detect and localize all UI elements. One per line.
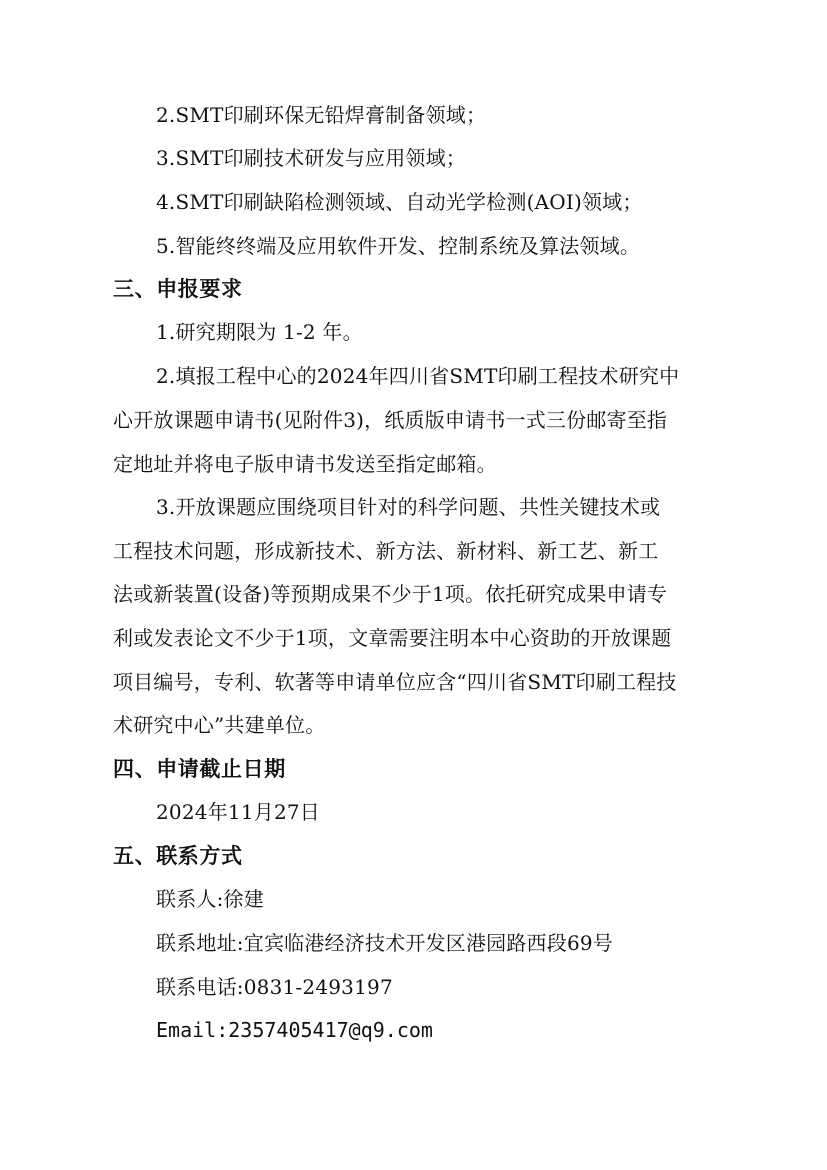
requirement-3-line-6: 术研究中心”共建单位。 — [113, 713, 326, 737]
contact-person: 联系人:徐建 — [156, 887, 264, 911]
requirement-3-line-5: 项目编号，专利、软著等申请单位应含“四川省SMT印刷工程技 — [113, 670, 677, 694]
section5-heading: 五、联系方式 — [113, 844, 243, 868]
list-item-2: 2.SMT印刷环保无铅焊膏制备领域； — [156, 103, 487, 127]
contact-address: 联系地址:宜宾临港经济技术开发区港园路西段69号 — [156, 931, 613, 955]
requirement-3-line-4: 利或发表论文不少于1项，文章需要注明本中心资助的开放课题 — [113, 626, 672, 650]
requirement-3-line-1: 3.开放课题应围绕项目针对的科学问题、共性关键技术或 — [156, 495, 661, 519]
requirement-3-line-3: 法或新装置(设备)等预期成果不少于1项。依托研究成果申请专 — [113, 582, 668, 606]
section3-heading: 三、申报要求 — [113, 277, 243, 301]
section4-heading: 四、申请截止日期 — [113, 757, 286, 781]
list-item-5: 5.智能终终端及应用软件开发、控制系统及算法领域。 — [156, 234, 641, 258]
requirement-2-line-3: 定地址并将电子版申请书发送至指定邮箱。 — [113, 452, 497, 476]
deadline-date: 2024年11月27日 — [156, 800, 320, 824]
requirement-1: 1.研究期限为 1-2 年。 — [156, 320, 363, 344]
requirement-2-line-2: 心开放课题申请书(见附件3)，纸质版申请书一式三份邮寄至指 — [113, 408, 668, 432]
requirement-3-line-2: 工程技术问题，形成新技术、新方法、新材料、新工艺、新工 — [113, 539, 659, 563]
list-item-3: 3.SMT印刷技术研发与应用领域； — [156, 146, 467, 170]
requirement-2-line-1: 2.填报工程中心的2024年四川省SMT印刷工程技术研究中 — [156, 364, 680, 388]
list-item-4: 4.SMT印刷缺陷检测领域、自动光学检测(AOI)领域； — [156, 190, 643, 214]
contact-phone: 联系电话:0831-2493197 — [156, 975, 393, 999]
contact-email: Email:2357405417@q9.com — [156, 1018, 433, 1042]
